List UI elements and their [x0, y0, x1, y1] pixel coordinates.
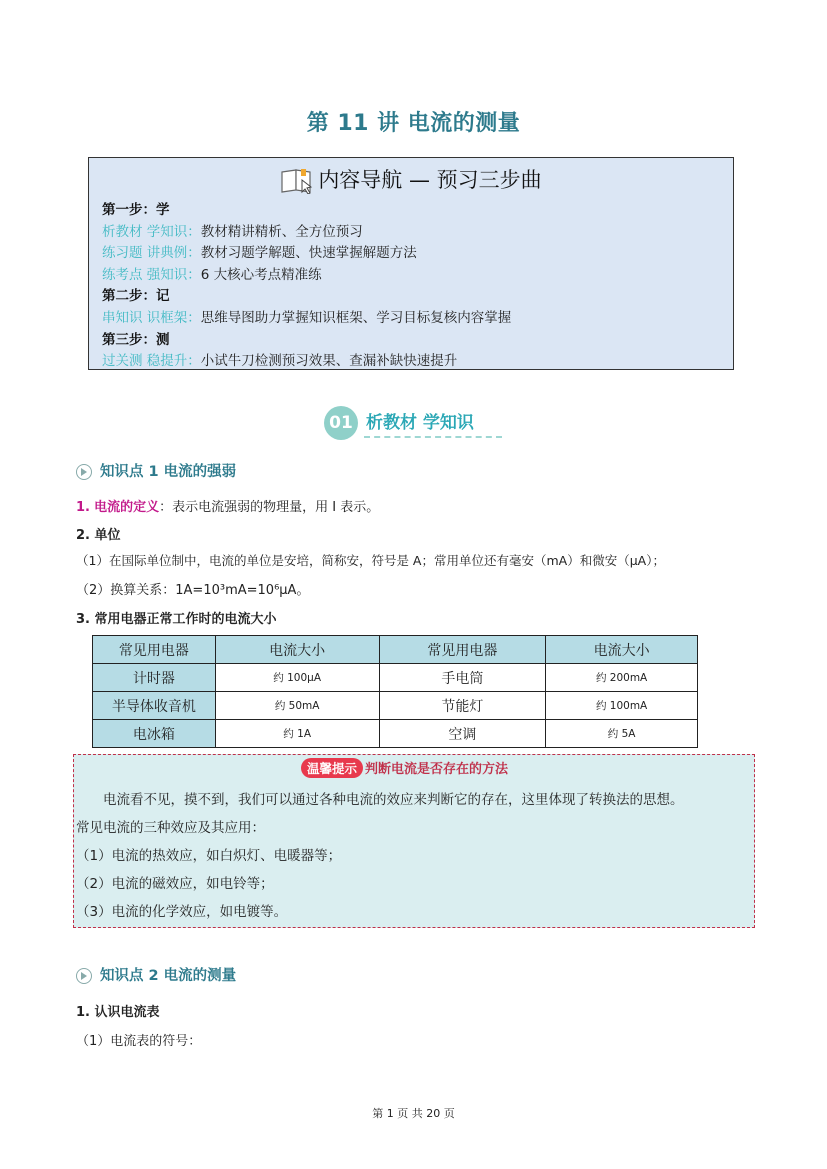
- guide-heading: 内容导航 — 预习三步曲: [89, 164, 733, 194]
- guide-item: 串知识 识框架：思维导图助力掌握知识框架、学习目标复核内容掌握: [102, 309, 512, 326]
- table-cell: 计时器: [93, 664, 216, 692]
- guide-item: 析教材 学知识：教材精讲精析、全方位预习: [102, 223, 363, 240]
- section-title: 析教材 学知识: [366, 413, 474, 433]
- play-arrow-icon: [76, 464, 92, 480]
- knowledge-point-1-title: 知识点 1 电流的强弱: [76, 460, 236, 481]
- table-cell: 空调: [379, 720, 546, 748]
- unit-line-1: （1）在国际单位制中，电流的单位是安培，简称安，符号是 A；常用单位还有毫安（mA）和微安（μA）；: [76, 553, 665, 568]
- tip-box: [73, 754, 755, 928]
- table-cell: 电冰箱: [93, 720, 216, 748]
- section-underline: [364, 436, 502, 438]
- tip-paragraph: （3）电流的化学效应，如电镀等。: [76, 904, 288, 920]
- guide-item: 练考点 强知识：6 大核心考点精准练: [102, 266, 322, 283]
- appliance-current-table: [92, 635, 698, 748]
- guide-item: 练习题 讲典例：教材习题学解题、快速掌握解题方法: [102, 245, 417, 262]
- tip-badge: 温馨提示: [301, 758, 363, 778]
- table-row: [93, 664, 698, 692]
- step-2: 第二步：记: [102, 288, 170, 305]
- ammeter-heading: 1. 认识电流表: [76, 1005, 160, 1020]
- current-definition: 1. 电流的定义：表示电流强弱的物理量，用 I 表示。: [76, 500, 380, 515]
- knowledge-point-2-title: 知识点 2 电流的测量: [76, 964, 236, 985]
- table-cell: 约 5A: [546, 720, 698, 748]
- unit-heading: 2. 单位: [76, 528, 121, 543]
- table-header-row: [93, 636, 698, 664]
- content-guide-box: [88, 157, 734, 370]
- page-title: 第 11 讲 电流的测量: [306, 111, 521, 136]
- step-3: 第三步：测: [102, 331, 170, 348]
- table-cell: 手电筒: [379, 664, 546, 692]
- table-row: [93, 720, 698, 748]
- section-banner: [324, 404, 504, 438]
- table-cell: 约 100μA: [215, 664, 379, 692]
- guide-steps: [102, 200, 511, 373]
- play-arrow-icon: [76, 968, 92, 984]
- table-row: [93, 692, 698, 720]
- page-footer: 第 1 页 共 20 页: [372, 1107, 455, 1120]
- guide-item: 过关测 稳提升：小试牛刀检测预习效果、查漏补缺快速提升: [102, 353, 458, 370]
- table-cell: 约 50mA: [215, 692, 379, 720]
- table-header: 常见用电器: [93, 636, 216, 664]
- book-cursor-icon: [280, 168, 316, 194]
- table-cell: 节能灯: [379, 692, 546, 720]
- section-number-badge: 01: [324, 406, 358, 440]
- tip-paragraph: 常见电流的三种效应及其应用：: [76, 820, 265, 836]
- tip-paragraph: （1）电流的热效应，如白炽灯、电暖器等；: [76, 848, 342, 864]
- unit-line-2: （2）换算关系：1A=10³mA=10⁶μA。: [76, 583, 310, 598]
- table-header: 常见用电器: [379, 636, 546, 664]
- tip-paragraph: 电流看不见，摸不到，我们可以通过各种电流的效应来判断它的存在，这里体现了转换法的思想。: [76, 792, 684, 808]
- table-header: 电流大小: [546, 636, 698, 664]
- tip-paragraph: （2）电流的磁效应，如电铃等；: [76, 876, 274, 892]
- table-cell: 约 1A: [215, 720, 379, 748]
- tip-heading: 温馨提示 判断电流是否存在的方法: [301, 758, 508, 778]
- table-cell: 约 200mA: [546, 664, 698, 692]
- table-heading: 3. 常用电器正常工作时的电流大小: [76, 612, 277, 627]
- ammeter-symbol-line: （1）电流表的符号：: [76, 1034, 202, 1049]
- table-header: 电流大小: [215, 636, 379, 664]
- table-cell: 半导体收音机: [93, 692, 216, 720]
- step-1: 第一步：学: [102, 202, 170, 218]
- table-cell: 约 100mA: [546, 692, 698, 720]
